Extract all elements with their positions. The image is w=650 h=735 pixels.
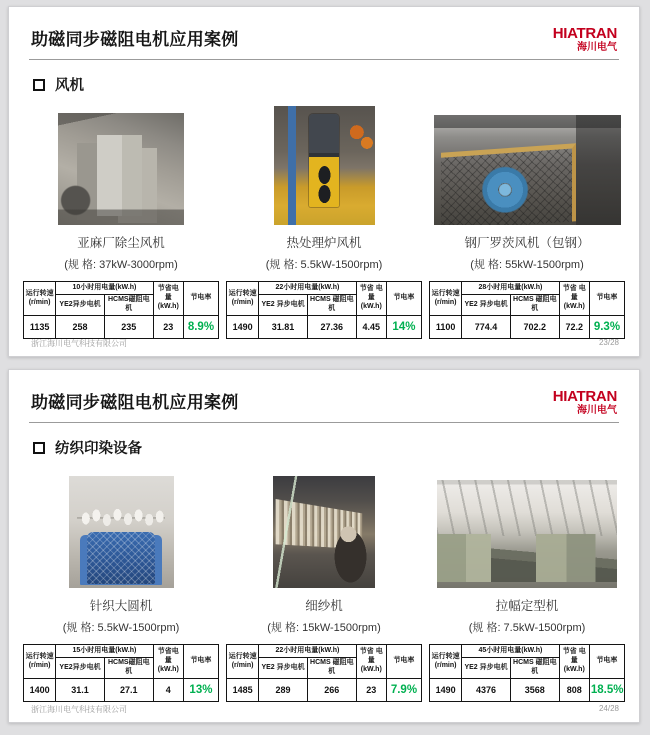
photo-frame <box>226 466 422 588</box>
case-spec: (规 格: 5.5kW-1500rpm) <box>265 259 383 271</box>
case-furnace-fan <box>226 103 422 339</box>
header-rate: 节电率 <box>183 645 218 679</box>
section-heading <box>33 437 615 458</box>
header-usage: 45小时用电量(kW.h) <box>462 645 560 658</box>
case-name: 针织大圆机 <box>89 599 153 613</box>
cell-speed: 1490 <box>430 679 462 702</box>
cell-ye2: 289 <box>259 679 308 702</box>
cell-ye2: 774.4 <box>462 316 511 339</box>
cell-hcms: 27.1 <box>104 679 153 702</box>
header-hcms: HCMS 磁阻电机 <box>510 295 559 316</box>
square-bullet-icon <box>33 442 45 454</box>
header-ye2: YE2 异步电机 <box>259 658 308 679</box>
energy-savings-table <box>429 281 625 339</box>
case-knitting-machine <box>23 466 219 702</box>
cell-speed: 1490 <box>227 316 259 339</box>
cell-rate: 8.9% <box>183 316 218 339</box>
cell-saved: 23 <box>356 679 386 702</box>
cell-speed: 1485 <box>227 679 259 702</box>
section-title: 风机 <box>55 78 84 94</box>
header-divider <box>29 422 619 423</box>
section-heading <box>33 74 615 95</box>
cell-saved: 4.45 <box>356 316 386 339</box>
case-name: 钢厂罗茨风机（包钢） <box>464 236 590 250</box>
case-dust-removal-fan <box>23 103 219 339</box>
case-name: 亚麻厂除尘风机 <box>77 236 165 250</box>
slide-header <box>31 388 617 416</box>
header-usage: 15小时用电量(kW.h) <box>56 645 154 658</box>
hiatran-logo <box>553 389 617 416</box>
page-number: 24/28 <box>598 704 619 713</box>
slide-footer <box>31 704 619 715</box>
header-saved: 节省电量 (kW.h) <box>153 282 183 316</box>
case-spec: (规 格: 37kW-3000rpm) <box>64 259 178 271</box>
header-speed: 运行转速 (r/min) <box>430 645 462 679</box>
case-spec: (规 格: 7.5kW-1500rpm) <box>468 622 586 634</box>
header-hcms: HCMS 磁阻电机 <box>307 658 356 679</box>
header-saved: 节省 电量 (kW.h) <box>559 282 589 316</box>
cell-saved: 72.2 <box>559 316 589 339</box>
cell-speed: 1100 <box>430 316 462 339</box>
logo-sub-text: 海川电气 <box>577 405 617 416</box>
header-hcms: HCMS 磁阻电机 <box>307 295 356 316</box>
cell-hcms: 3568 <box>510 679 559 702</box>
slide-textile-equipment <box>8 369 640 723</box>
case-name: 细纱机 <box>305 599 343 613</box>
case-name: 拉幅定型机 <box>495 599 559 613</box>
header-speed: 运行转速 (r/min) <box>430 282 462 316</box>
header-divider <box>29 59 619 60</box>
cell-hcms: 235 <box>104 316 153 339</box>
case-name: 热处理炉风机 <box>286 236 362 250</box>
case-spec: (规 格: 55kW-1500rpm) <box>470 259 584 271</box>
case-roots-blower <box>429 103 625 339</box>
header-usage: 28小时用电量(kW.h) <box>462 282 560 295</box>
cell-hcms: 266 <box>307 679 356 702</box>
photo-frame <box>23 466 219 588</box>
header-speed: 运行转速 (r/min) <box>24 645 56 679</box>
header-rate: 节电率 <box>589 645 624 679</box>
page-number: 23/28 <box>598 338 619 347</box>
cell-saved: 808 <box>559 679 589 702</box>
photo-circular-knitting-machine <box>69 476 174 588</box>
company-name: 浙江海川电气科技有限公司 <box>31 705 127 714</box>
energy-savings-table <box>226 281 422 339</box>
energy-savings-table <box>429 644 625 702</box>
cell-rate: 7.9% <box>386 679 421 702</box>
energy-savings-table <box>226 644 422 702</box>
cell-ye2: 31.1 <box>56 679 105 702</box>
photo-frame <box>226 103 422 225</box>
company-name: 浙江海川电气科技有限公司 <box>31 339 127 348</box>
cell-rate: 13% <box>183 679 218 702</box>
cell-ye2: 4376 <box>462 679 511 702</box>
cell-rate: 9.3% <box>589 316 624 339</box>
cell-ye2: 258 <box>56 316 105 339</box>
header-rate: 节电率 <box>183 282 218 316</box>
header-speed: 运行转速 (r/min) <box>24 282 56 316</box>
header-ye2: YE2异步电机 <box>56 658 105 679</box>
photo-steel-mill-roots-blower <box>434 115 621 225</box>
header-ye2: YE2 异步电机 <box>259 295 308 316</box>
logo-brand-text: HIATRAN <box>552 388 617 405</box>
case-spinning-frame <box>226 466 422 702</box>
header-usage: 10小时用电量(kW.h) <box>56 282 154 295</box>
cell-ye2: 31.81 <box>259 316 308 339</box>
header-speed: 运行转速 (r/min) <box>227 282 259 316</box>
cell-speed: 1135 <box>24 316 56 339</box>
photo-flax-mill-dust-removal-fan <box>58 113 184 225</box>
logo-sub-text: 海川电气 <box>577 42 617 53</box>
photo-frame <box>23 103 219 225</box>
logo-brand-text: HIATRAN <box>552 25 617 42</box>
photo-heat-treatment-furnace-fan <box>274 106 375 225</box>
header-hcms: HCMS磁阻电机 <box>104 658 153 679</box>
header-saved: 节省电量 (kW.h) <box>153 645 183 679</box>
energy-savings-table <box>23 281 219 339</box>
header-hcms: HCMS磁阻电机 <box>104 295 153 316</box>
header-rate: 节电率 <box>386 645 421 679</box>
header-saved: 节省 电量 (kW.h) <box>356 282 386 316</box>
cell-rate: 18.5% <box>589 679 624 702</box>
header-ye2: YE2 异步电机 <box>462 658 511 679</box>
header-hcms: HCMS 磁阻电机 <box>510 658 559 679</box>
header-saved: 节省 电量 (kW.h) <box>559 645 589 679</box>
cell-saved: 23 <box>153 316 183 339</box>
header-saved: 节省 电量 (kW.h) <box>356 645 386 679</box>
hiatran-logo <box>553 26 617 53</box>
slide-header <box>31 25 617 53</box>
slide-title: 助磁同步磁阻电机应用案例 <box>31 30 239 49</box>
cell-hcms: 27.36 <box>307 316 356 339</box>
header-ye2: YE2 异步电机 <box>462 295 511 316</box>
slide-fans <box>8 6 640 357</box>
photo-frame <box>429 103 625 225</box>
cell-rate: 14% <box>386 316 421 339</box>
photo-frame <box>429 466 625 588</box>
square-bullet-icon <box>33 79 45 91</box>
photo-spinning-frame <box>273 476 375 588</box>
header-ye2: YE2异步电机 <box>56 295 105 316</box>
cell-hcms: 702.2 <box>510 316 559 339</box>
cell-saved: 4 <box>153 679 183 702</box>
header-speed: 运行转速 (r/min) <box>227 645 259 679</box>
energy-savings-table <box>23 644 219 702</box>
header-rate: 节电率 <box>589 282 624 316</box>
case-stenter-machine <box>429 466 625 702</box>
photo-stenter-setting-machine <box>437 480 617 588</box>
cases-row <box>23 103 625 339</box>
case-spec: (规 格: 15kW-1500rpm) <box>267 622 381 634</box>
cell-speed: 1400 <box>24 679 56 702</box>
section-title: 纺织印染设备 <box>55 441 142 457</box>
slide-title: 助磁同步磁阻电机应用案例 <box>31 393 239 412</box>
slide-footer <box>31 338 619 349</box>
cases-row <box>23 466 625 702</box>
header-usage: 22小时用电量(kW.h) <box>259 645 357 658</box>
header-usage: 22小时用电量(kW.h) <box>259 282 357 295</box>
case-spec: (规 格: 5.5kW-1500rpm) <box>62 622 180 634</box>
header-rate: 节电率 <box>386 282 421 316</box>
